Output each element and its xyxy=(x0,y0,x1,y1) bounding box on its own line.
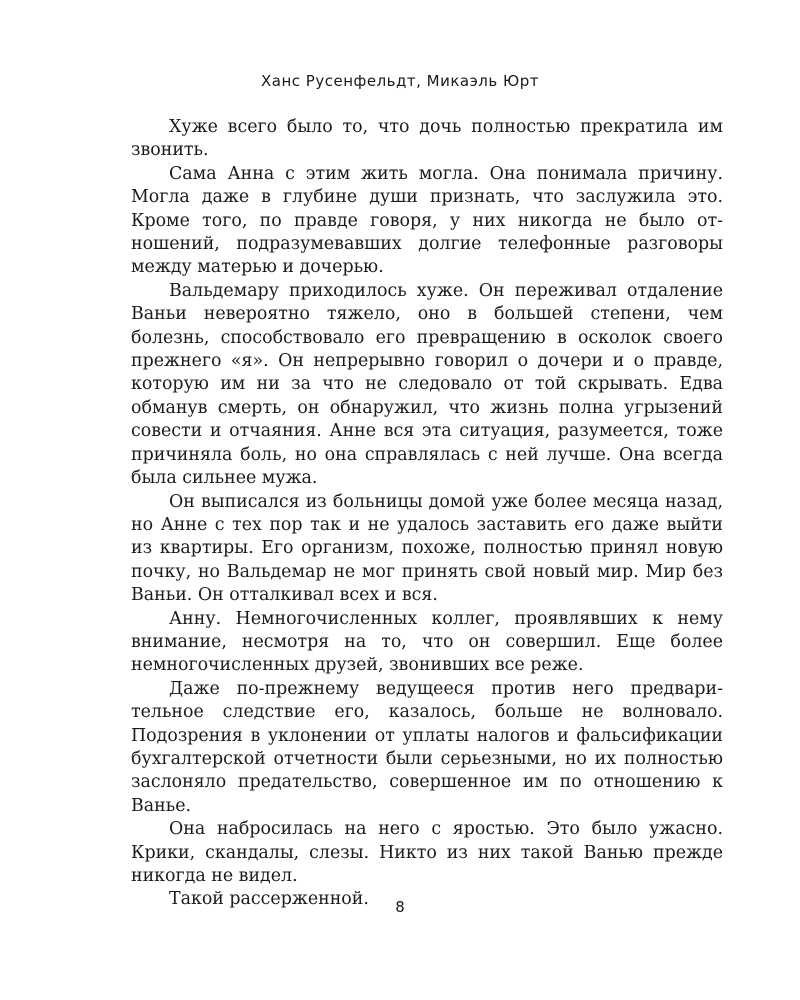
paragraph: Сама Анна с этим жить могла. Она понимала причину. Могла даже в глубине души признать, что заслужила это. Кроме того, по правде говоря, у них никогда не было отношений, подразумевавших долгие телефонные разговоры между матерью и дочерью. xyxy=(131,163,723,278)
page-number: 8 xyxy=(395,898,405,916)
paragraph: Анну. Немногочисленных коллег, проявлявших к нему внимание, несмотря на то, что он совершил. Еще более немногочисленных друзей, звонивших все реже. xyxy=(131,608,723,676)
paragraph: Он выписался из больницы домой уже более месяца назад, но Анне с тех пор так и не удалось заставить его даже выйти из квартиры. Его организм, похоже, полностью принял новую почку, но Вальдемар не мог принять свой новый мир. Мир без Ваньи. Он отталкивал всех и вся. xyxy=(131,491,723,606)
paragraph: Вальдемару приходилось хуже. Он переживал отдаление Ваньи невероятно тяжело, оно в большей степени, чем болезнь, способствовало его превращению в осколок своего прежнего «я». Он непрерывно говорил о дочери и о правде, которую им ни за что не следовало от той скрывать. Едва обманув смерть, он обнаружил, что жизнь полна угрызений совести и отчаяния. Анне вся эта ситуация, разумеется, тоже причиняла боль, но она справлялась с ней лучше. Она всегда была сильнее мужа. xyxy=(131,280,723,489)
paragraph: Даже по-прежнему ведущееся против него предварительное следствие его, казалось, больше не волновало. Подозрения в уклонении от уплаты налогов и фальсификации бухгалтерской отчетности были серьезными, но их полностью заслоняло предательство, совершенное им по отношению к Ванье. xyxy=(131,678,723,816)
paragraph: Хуже всего было то, что дочь полностью прекратила им звонить. xyxy=(131,117,723,161)
paragraph: Такой рассерженной. xyxy=(169,889,369,910)
body-text xyxy=(131,116,723,912)
running-head: Ханс Русенфельдт, Микаэль Юрт xyxy=(261,72,539,90)
paragraph: Она набросилась на него с яростью. Это было ужасно. Крики, скандалы, слезы. Никто из них такой Ванью прежде никогда не видел. xyxy=(131,819,723,886)
